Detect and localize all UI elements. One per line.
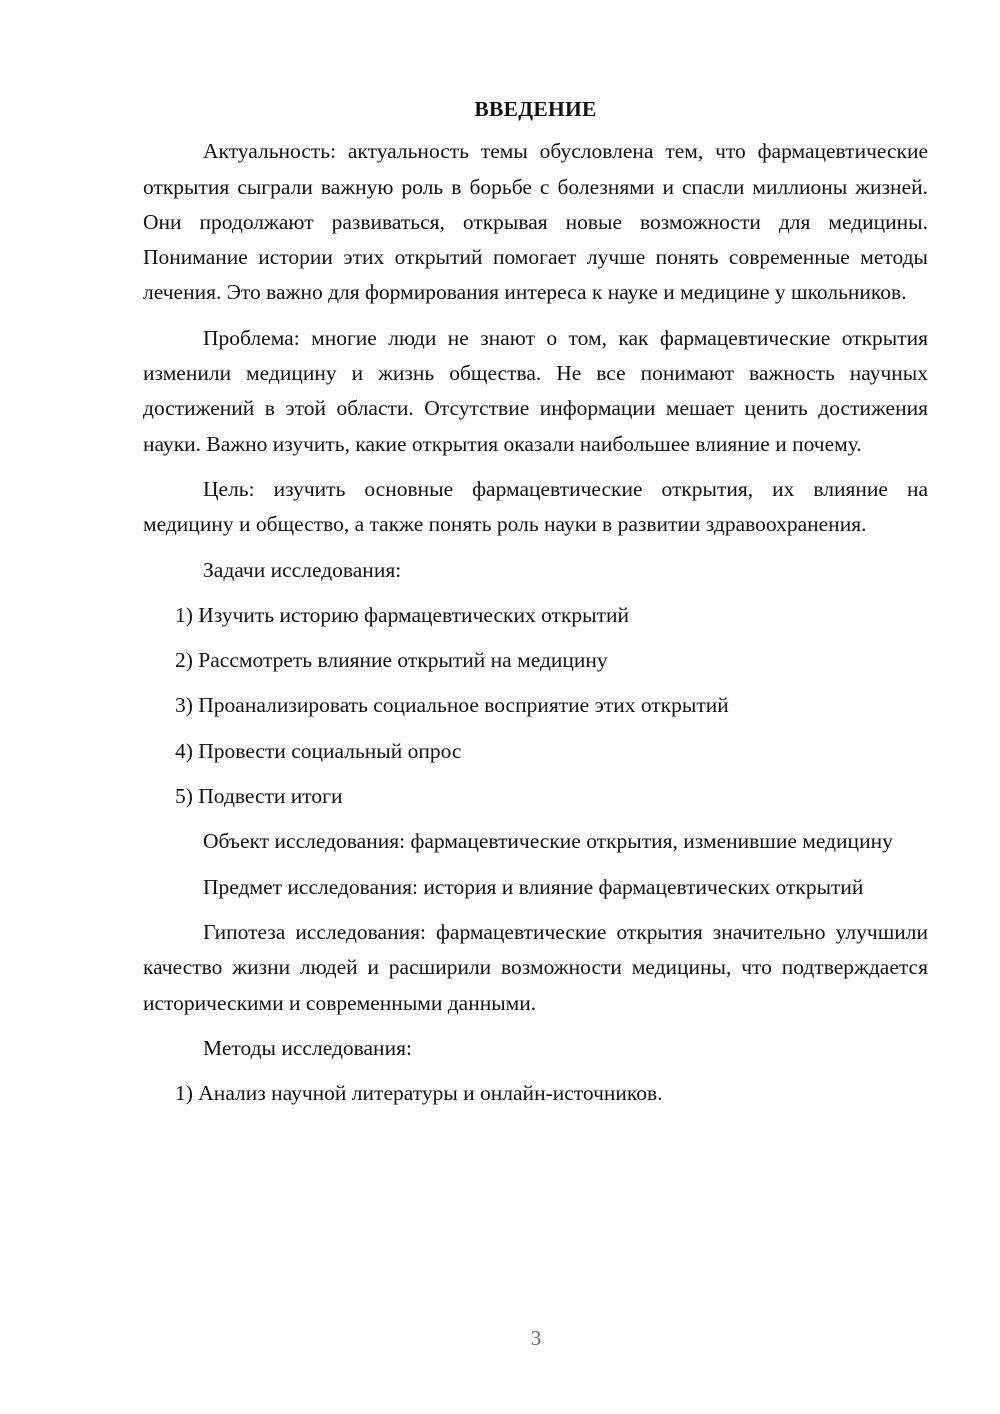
tasks-list xyxy=(143,598,928,814)
section-title: ВВЕДЕНИЕ xyxy=(474,97,597,121)
methods-heading: Методы исследования: xyxy=(203,1035,412,1060)
method-item: 1) Анализ научной литературы и онлайн-источников. xyxy=(175,1081,663,1106)
task-item: 2) Рассмотреть влияние открытий на медицину xyxy=(175,648,608,673)
object-paragraph: Объект исследования: фармацевтические открытия, изменившие медицину xyxy=(203,829,893,854)
task-item: 4) Провести социальный опрос xyxy=(175,738,462,763)
page-number: 3 xyxy=(530,1326,542,1350)
tasks-heading: Задачи исследования: xyxy=(203,557,402,582)
problem-paragraph: Проблема: многие люди не знают о том, как фармацевтические открытия изменили медицину и жизнь общества. Не все понимают важность научных достижений в этой области. Отсутствие информации мешает ценить достижения науки. Важно изучить, какие открытия оказали наибольшее влияние и почему. xyxy=(143,325,928,456)
relevance-paragraph: Актуальность: актуальность темы обусловлена тем, что фармацевтические открытия сыграли важную роль в борьбе с болезнями и спасли миллионы жизней. Они продолжают развиваться, открывая новые возможности для медицины. Понимание истории этих открытий помогает лучше понять современные методы лечения. Это важно для формирования интереса к науке и медицине у школьников. xyxy=(143,139,928,305)
task-item: 1) Изучить историю фармацевтических открытий xyxy=(175,602,629,627)
document-page xyxy=(143,92,928,1111)
methods-list xyxy=(143,1076,928,1111)
task-item: 5) Подвести итоги xyxy=(175,784,343,809)
hypothesis-paragraph: Гипотеза исследования: фармацевтические открытия значительно улучшили качество жизни людей и расширили возможности медицины, что подтверждается историческими и современными данными. xyxy=(143,919,928,1015)
task-item: 3) Проанализировать социальное восприятие этих открытий xyxy=(175,693,729,718)
goal-paragraph: Цель: изучить основные фармацевтические открытия, их влияние на медицину и общество, а также понять роль науки в развитии здравоохранения. xyxy=(143,476,928,537)
subject-paragraph: Предмет исследования: история и влияние фармацевтических открытий xyxy=(203,874,864,899)
